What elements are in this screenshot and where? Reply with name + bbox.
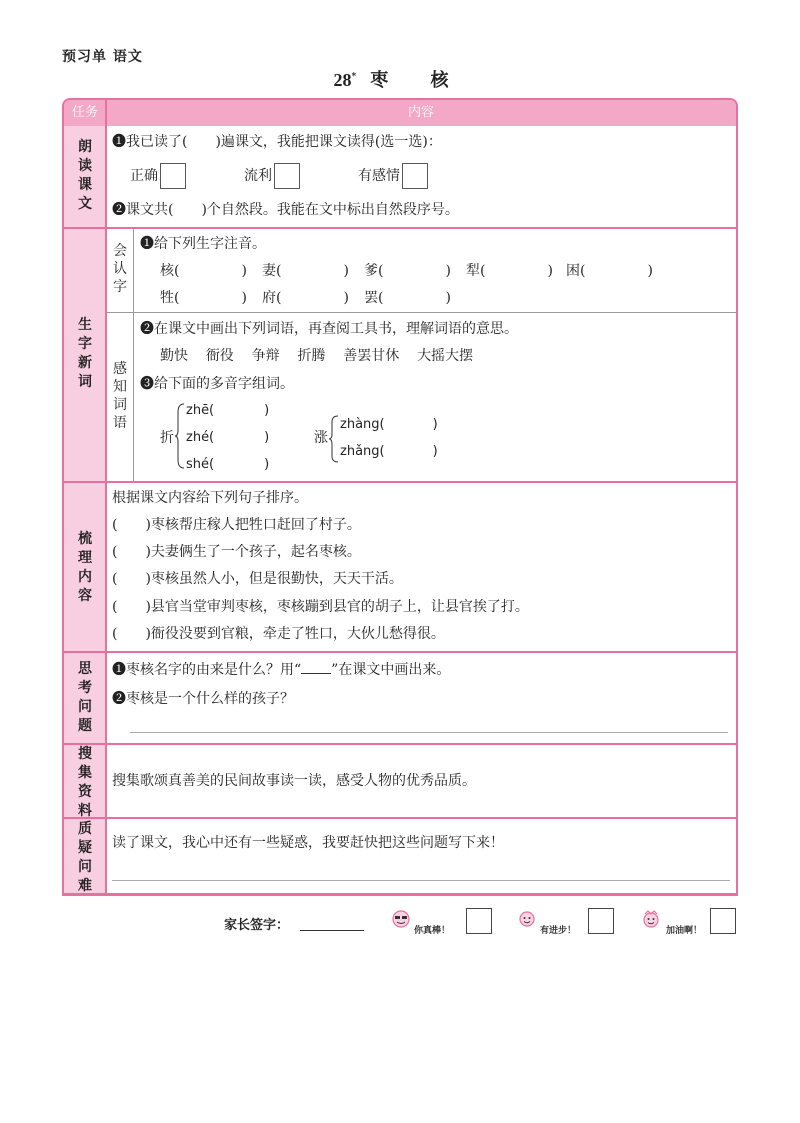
char-sheng — [160, 289, 247, 307]
char-close: ) — [343, 290, 349, 306]
char-label: 困( — [566, 263, 586, 279]
label-words-text: 生字新词 — [78, 317, 92, 390]
char-close: ) — [647, 263, 653, 279]
pinyin-text: zhàng( — [340, 417, 385, 432]
praise-keep-going-checkbox[interactable] — [710, 908, 736, 934]
char-he — [160, 262, 247, 280]
label-know — [108, 242, 132, 296]
pinyin-close: ) — [264, 430, 270, 445]
label-read-text: 朗读课文 — [78, 139, 92, 212]
pinyin-text: zhǎng( — [340, 444, 385, 459]
think-q2: ❷枣核是一个什么样的孩子？ — [112, 691, 294, 707]
brace-zhe — [174, 402, 186, 470]
option-label: 有感情 — [358, 168, 400, 184]
sense-line-1: ❷在课文中画出下列词语，再查阅工具书，理解词语的意思。 — [140, 321, 518, 337]
lesson-name: 枣 核 — [370, 70, 467, 91]
question-answer-line[interactable] — [112, 880, 730, 881]
char-kun — [566, 262, 653, 280]
know-line-1: ❶给下列生字注音。 — [140, 236, 266, 252]
header-task: 任务 — [71, 105, 98, 120]
char-close: ) — [241, 290, 247, 306]
happy-sun-icon — [516, 908, 538, 930]
sense-line-3: ❸给下面的多音字组词。 — [140, 376, 294, 392]
row-divider — [64, 651, 736, 653]
char-close: ) — [241, 263, 247, 279]
row-divider — [64, 743, 736, 745]
vocab-item: 折腾 — [297, 348, 326, 364]
option-label: 正确 — [130, 168, 158, 184]
sort-item-4: ( )县官当堂审判枣核，枣核蹦到县官的胡子上，让县官挨了打。 — [112, 599, 529, 615]
label-question — [64, 820, 106, 896]
row-divider — [64, 227, 736, 229]
read-option-emotion — [358, 163, 428, 189]
praise-great: 你真棒！ — [414, 926, 451, 936]
vocab-item: 衙役 — [205, 348, 234, 364]
sub-row-divider — [107, 312, 736, 313]
read-line-1: ❶我已读了( )遍课文，我能把课文读得(选一选)： — [112, 134, 442, 150]
polyphone-zhe-char: 折 — [160, 430, 174, 446]
char-label: 牲( — [160, 290, 180, 306]
pinyin-close: ) — [432, 417, 438, 432]
crown-smiley-icon — [640, 908, 662, 930]
table-bottom — [62, 893, 738, 895]
vocab-list — [160, 347, 473, 365]
vocab-item: 勤快 — [160, 348, 188, 364]
sort-item-5: ( )衙役没要到官粮，牵走了牲口，大伙儿愁得很。 — [112, 626, 445, 642]
pinyin-zhang3 — [340, 443, 438, 461]
parent-sign-label: 家长签字： — [224, 918, 290, 933]
praise-keep-going: 加油啊！ — [666, 926, 703, 936]
label-think-text: 思考问题 — [78, 661, 92, 734]
row-divider — [64, 817, 736, 819]
char-label: 犁( — [466, 263, 486, 279]
label-sense — [108, 360, 132, 432]
praise-progress-checkbox[interactable] — [588, 908, 614, 934]
char-close: ) — [547, 263, 553, 279]
label-sort — [64, 530, 106, 606]
pinyin-close: ) — [264, 457, 270, 472]
sunglasses-smiley-icon — [390, 908, 412, 930]
sort-item-2: ( )夫妻俩生了一个孩子，起名枣核。 — [112, 544, 361, 560]
answer-line[interactable] — [130, 732, 728, 733]
label-words — [64, 316, 106, 392]
checkbox-fluent[interactable] — [274, 163, 300, 189]
pinyin-close: ) — [432, 444, 438, 459]
question-text: 读了课文，我心中还有一些疑惑，我要赶快把这些问题写下来！ — [112, 835, 504, 851]
char-li — [466, 262, 553, 280]
pinyin-zhe2 — [186, 429, 269, 447]
brace-zhang — [328, 414, 340, 464]
char-label: 妻( — [262, 263, 282, 279]
praise-great-checkbox[interactable] — [466, 908, 492, 934]
label-collect — [64, 745, 106, 821]
parent-sign-line[interactable] — [300, 930, 364, 931]
label-know-text: 会认字 — [113, 243, 127, 295]
vocab-item: 争辩 — [251, 348, 280, 364]
char-ba — [364, 289, 451, 307]
think-q1 — [112, 661, 450, 679]
sort-item-3: ( )枣核虽然人小，但是很勤快，天天干活。 — [112, 571, 403, 587]
char-label: 府( — [262, 290, 282, 306]
label-read — [64, 138, 106, 214]
char-close: ) — [343, 263, 349, 279]
lesson-title — [0, 66, 800, 92]
sort-intro: 根据课文内容给下列句子排序。 — [112, 490, 308, 506]
char-die — [364, 262, 451, 280]
label-think — [64, 660, 106, 736]
label-sense-text: 感知词语 — [113, 361, 127, 431]
think-q1-a: ❶枣核名字的由来是什么？用“ — [112, 662, 302, 678]
char-label: 爹( — [364, 263, 384, 279]
underline-sample — [301, 673, 331, 674]
think-q1-b: ”在课文中画出来。 — [331, 662, 451, 678]
char-close: ) — [445, 263, 451, 279]
pinyin-zhang4 — [340, 416, 438, 434]
checkbox-emotion[interactable] — [402, 163, 428, 189]
checkbox-correct[interactable] — [160, 163, 186, 189]
option-label: 流利 — [244, 168, 272, 184]
read-line-2: ❷课文共( )个自然段。我能在文中标出自然段序号。 — [112, 202, 459, 218]
read-option-correct — [130, 163, 186, 189]
char-qi — [262, 262, 349, 280]
read-option-fluent — [244, 163, 300, 189]
char-label: 核( — [160, 263, 180, 279]
polyphone-zhang-char: 涨 — [314, 430, 328, 446]
vocab-item: 大摇大摆 — [417, 348, 474, 364]
char-label: 罢( — [364, 290, 384, 306]
char-fu — [262, 289, 349, 307]
pinyin-zhe1 — [186, 402, 269, 420]
sort-item-1: ( )枣核帮庄稼人把牲口赶回了村子。 — [112, 517, 361, 533]
pinyin-text: zhé( — [186, 430, 215, 445]
char-close: ) — [445, 290, 451, 306]
lesson-number: 28 — [333, 70, 352, 90]
label-collect-text: 搜集资料 — [78, 746, 92, 819]
praise-progress: 有进步！ — [540, 926, 577, 936]
collect-text: 搜集歌颂真善美的民间故事读一读，感受人物的优秀品质。 — [112, 773, 476, 789]
sub-column-divider — [133, 229, 134, 481]
label-sort-text: 梳理内容 — [78, 531, 92, 604]
row-divider — [64, 481, 736, 483]
lesson-star: * — [351, 72, 357, 82]
worksheet-tag: 预习单 语文 — [62, 49, 143, 65]
pinyin-text: shé( — [186, 457, 215, 472]
pinyin-text: zhē( — [186, 403, 215, 418]
header-content: 内容 — [407, 105, 434, 120]
label-question-text: 质疑问难 — [78, 821, 92, 894]
pinyin-she — [186, 456, 269, 474]
vocab-item: 善罢甘休 — [343, 348, 400, 364]
pinyin-close: ) — [264, 403, 270, 418]
